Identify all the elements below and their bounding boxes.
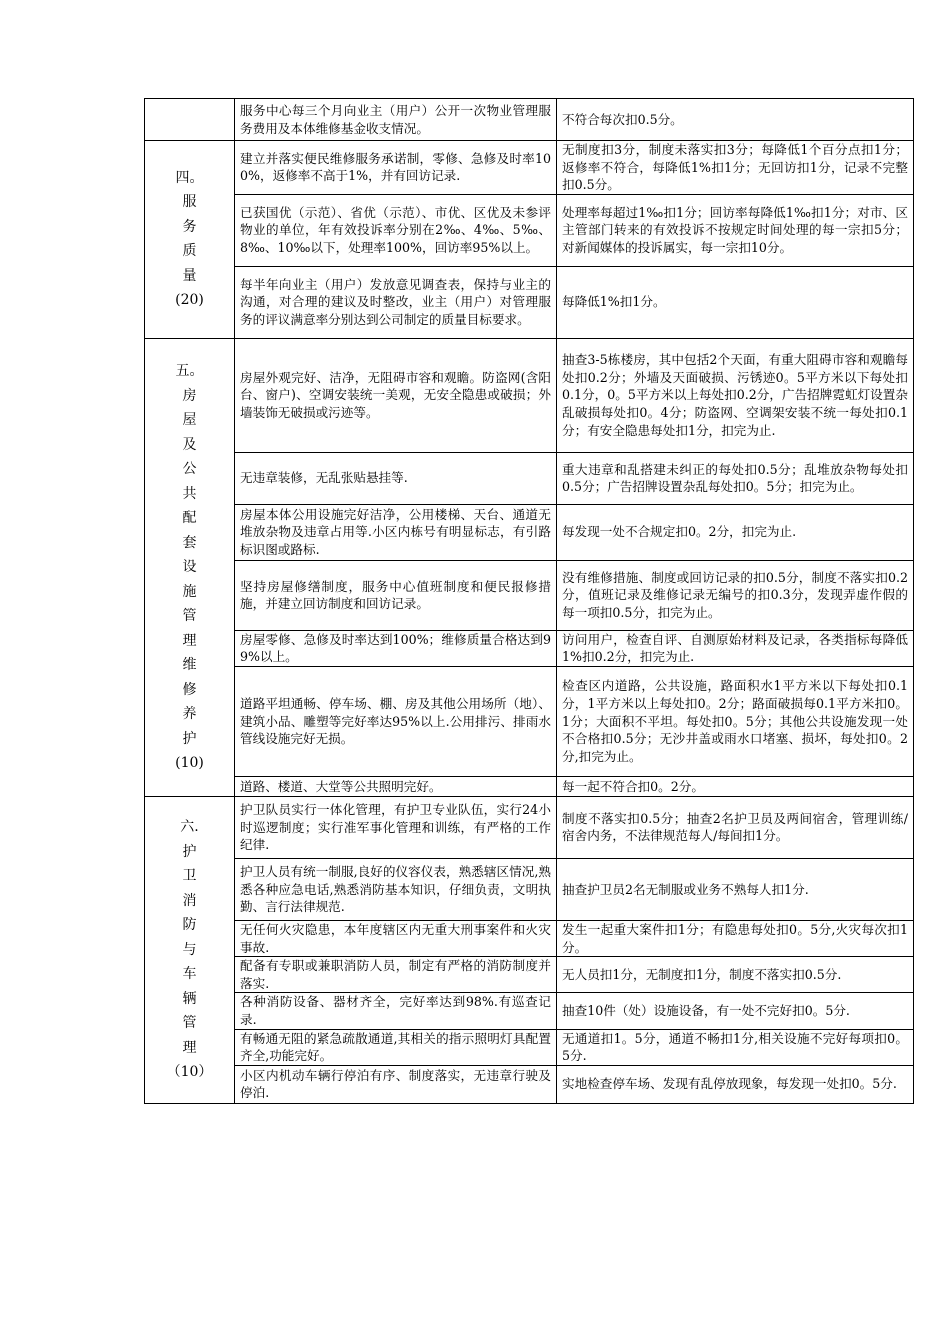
standard-cell: 道路平坦通畅、停车场、棚、房及其他公用场所（地）、建筑小品、雕塑等完好率达95%以上.公用排污、排雨水管线设施完好无损。 [235, 666, 557, 776]
standard-cell: 每半年向业主（用户）发放意见调查表，保持与业主的沟通，对合理的建议及时整改，业主（用户）对管理服务的评议满意率分别达到公司制定的质量目标要求。 [235, 266, 557, 338]
table-row [145, 560, 914, 630]
standard-cell: 各种消防设备、器材齐全，完好率达到98%.有巡查记录. [235, 993, 557, 1029]
score-cell: 处理率每超过1‰扣1分；回访率每降低1‰扣1分；对市、区主管部门转来的有效投诉不按规定时间处理的每一宗扣5分；对新闻媒体的投诉属实，每一宗扣10分。 [557, 194, 914, 266]
category-title-line: 屋 [182, 412, 197, 429]
table-row [145, 630, 914, 666]
standard-cell: 小区内机动车辆行停泊有序、制度落实，无违章行驶及停泊. [235, 1065, 557, 1103]
standard-cell: 配备有专职或兼职消防人员，制定有严格的消防制度并落实. [235, 957, 557, 993]
category-title-line: 与 [182, 941, 197, 958]
table-row [145, 957, 914, 993]
table-row [145, 993, 914, 1029]
standard-cell: 坚持房屋修缮制度，服务中心值班制度和便民报修措施，并建立回访制度和回访记录。 [235, 560, 557, 630]
category-title [167, 815, 213, 1085]
category-title-line: 设 [182, 559, 197, 576]
score-cell: 每降低1%扣1分。 [557, 266, 914, 338]
score-cell: 不符合每次扣0.5分。 [557, 99, 914, 141]
category-title-line: 质 [182, 243, 197, 260]
category-title-line: 施 [182, 583, 197, 600]
category-title-line: 卫 [182, 868, 197, 885]
score-cell: 无制度扣3分，制度未落实扣3分；每降低1个百分点扣1分；返修率不符合，每降低1%扣1分；无回访扣1分，记录不完整扣0.5分。 [557, 141, 914, 195]
category-title-line: 维 [182, 657, 197, 674]
category-cell-empty [145, 99, 235, 141]
table-row [145, 666, 914, 776]
table-row [145, 776, 914, 796]
category-title-line: 量 [182, 267, 197, 284]
category-title [175, 359, 204, 776]
table-row [145, 920, 914, 956]
category-title-line: 理 [182, 1039, 197, 1056]
standard-cell: 无任何火灾隐患，本年度辖区内无重大刑事案件和火灾事故. [235, 920, 557, 956]
category-title-line: 公 [182, 461, 197, 478]
category-title-line: 护 [182, 730, 197, 747]
category-title-line: 防 [182, 917, 197, 934]
category-title-line: 配 [182, 510, 197, 527]
category-title-line: 管 [182, 1015, 197, 1032]
standard-cell: 无违章装修，无乱张贴悬挂等. [235, 452, 557, 504]
standard-cell: 护卫队员实行一体化管理，有护卫专业队伍，实行24小时巡逻制度；实行准军事化管理和训练，有严格的工作纪律. [235, 796, 557, 858]
table-body [145, 99, 914, 1104]
score-cell: 实地检查停车场、发现有乱停放现象，每发现一处扣0。5分. [557, 1065, 914, 1103]
category-title-line: 房 [182, 387, 197, 404]
score-cell: 每发现一处不合规定扣0。2分，扣完为止. [557, 504, 914, 560]
document-page [144, 98, 914, 1104]
category-title [175, 166, 204, 313]
table-row [145, 1065, 914, 1103]
category-title-line: 理 [182, 632, 197, 649]
score-cell: 检查区内道路，公共设施，路面积水1平方米以下每处扣0.1分，1平方米以上每处扣0。2分；路面破损每0.1平方米扣0。1分；大面积不平坦。每处扣0。5分；其他公共设施发现一处不合格扣0.5分；无沙井盖或雨水口堵塞、损坏，每处扣0。2分,扣完为止。 [557, 666, 914, 776]
score-cell: 每一起不符合扣0。2分。 [557, 776, 914, 796]
evaluation-table [144, 98, 914, 1104]
score-cell: 发生一起重大案件扣1分；有隐患每处扣0。5分,火灾每次扣1分。 [557, 920, 914, 956]
table-row [145, 796, 914, 858]
standard-cell: 已获国优（示范）、省优（示范）、市优、区优及未参评物业的单位，年有效投诉率分别在2‰、4‰、5‰、8‰、10‰以下，处理率100%，回访率95%以上。 [235, 194, 557, 266]
score-cell: 无通道扣1。5分，通道不畅扣1分,相关设施不完好每项扣0。5分. [557, 1029, 914, 1065]
table-row [145, 194, 914, 266]
category-cell [145, 338, 235, 796]
category-title-line: 养 [182, 706, 197, 723]
category-title-line: 管 [182, 608, 197, 625]
standard-cell: 房屋本体公用设施完好洁净，公用楼梯、天台、通道无堆放杂物及违章占用等.小区内栋号有明显标志，有引路标识图或路标. [235, 504, 557, 560]
standard-cell: 房屋外观完好、洁净，无阻碍市容和观瞻。防盗网(含阳台、窗户)、空调安装统一美观，无安全隐患或破损；外墙装饰无破损或污迹等。 [235, 338, 557, 452]
table-row [145, 266, 914, 338]
category-cell [145, 796, 235, 1103]
category-title-line: 消 [182, 892, 197, 909]
category-cell [145, 141, 235, 339]
standard-cell: 服务中心每三个月向业主（用户）公开一次物业管理服务费用及本体维修基金收支情况。 [235, 99, 557, 141]
category-title-line: (20) [175, 292, 204, 309]
table-row [145, 141, 914, 195]
standard-cell: 建立并落实便民维修服务承诺制，零修、急修及时率100%，返修率不高于1%，并有回访记录. [235, 141, 557, 195]
table-row [145, 858, 914, 920]
score-cell: 抽查3-5栋楼房，其中包括2个天面，有重大阻碍市容和观瞻每处扣0.2分；外墙及天面破损、污锈迹0。5平方米以下每处扣0.1分，0。5平方米以上每处扣0.2分，广告招牌霓虹灯设置杂乱破损每处扣0。4分；防盗网、空调架安装不统一每处扣0.1分；有安全隐患每处扣1分，扣完为止. [557, 338, 914, 452]
score-cell: 访问用户，检查自评、自测原始材料及记录，各类指标每降低1%扣0.2分，扣完为止. [557, 630, 914, 666]
standard-cell: 护卫人员有统一制服,良好的仪容仪表，熟悉辖区情况,熟悉各种应急电话,熟悉消防基本知识，仔细负责，文明执勤、言行法律规范. [235, 858, 557, 920]
table-row [145, 1029, 914, 1065]
category-title-line: 及 [182, 436, 197, 453]
category-title-line: 辆 [182, 990, 197, 1007]
score-cell: 抽查10件（处）设施设备，有一处不完好扣0。5分. [557, 993, 914, 1029]
standard-cell: 道路、楼道、大堂等公共照明完好。 [235, 776, 557, 796]
category-title-line: 六. [180, 819, 199, 836]
standard-cell: 房屋零修、急修及时率达到100%；维修质量合格达到99%以上。 [235, 630, 557, 666]
score-cell: 没有维修措施、制度或回访记录的扣0.5分，制度不落实扣0.2分，值班记录及维修记录无编号的扣0.3分，发现弄虚作假的每一项扣0.5分，扣完为止。 [557, 560, 914, 630]
category-title-line: 护 [182, 843, 197, 860]
score-cell: 无人员扣1分，无制度扣1分，制度不落实扣0.5分. [557, 957, 914, 993]
category-title-line: (10) [175, 755, 204, 772]
category-title-line: 务 [182, 218, 197, 235]
table-row [145, 338, 914, 452]
category-title-line: （10） [166, 1064, 213, 1081]
table-row [145, 452, 914, 504]
category-title-line: 五。 [175, 363, 204, 380]
category-title-line: 共 [182, 485, 197, 502]
category-title-line: 服 [182, 194, 197, 211]
table-row [145, 99, 914, 141]
category-title-line: 套 [182, 534, 197, 551]
score-cell: 重大违章和乱搭建未纠正的每处扣0.5分；乱堆放杂物每处扣0.5分；广告招牌设置杂乱每处扣0。5分；扣完为止。 [557, 452, 914, 504]
score-cell: 制度不落实扣0.5分；抽查2名护卫员及两间宿舍，管理训练/宿舍内务，不法律规范每人/每间扣1分。 [557, 796, 914, 858]
category-title-line: 四。 [175, 169, 204, 186]
category-title-line: 修 [182, 681, 197, 698]
standard-cell: 有畅通无阻的紧急疏散通道,其相关的指示照明灯具配置齐全,功能完好。 [235, 1029, 557, 1065]
category-title-line: 车 [182, 966, 197, 983]
score-cell: 抽查护卫员2名无制服或业务不熟每人扣1分. [557, 858, 914, 920]
table-row [145, 504, 914, 560]
